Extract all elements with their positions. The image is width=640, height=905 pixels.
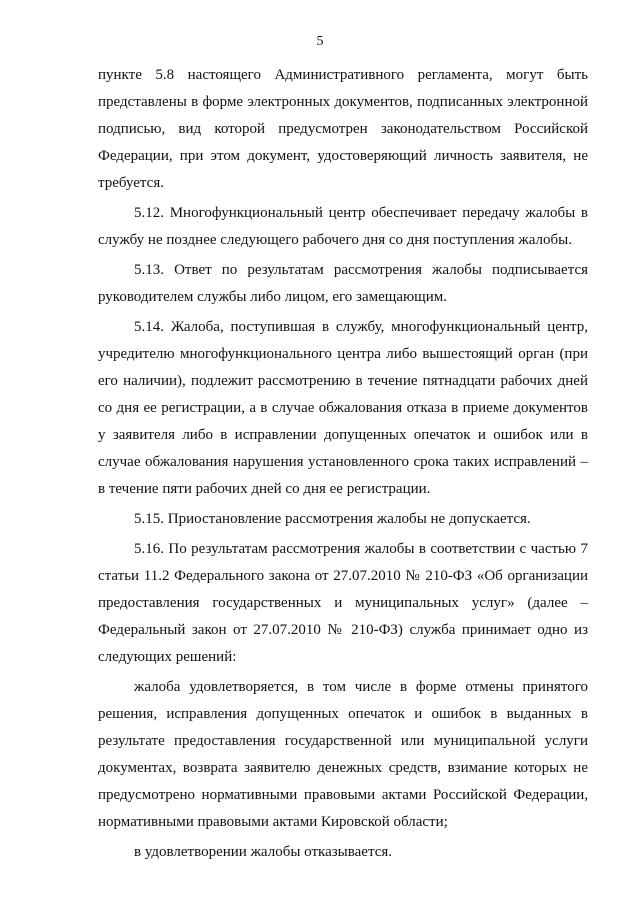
document-body	[98, 62, 588, 869]
paragraph-decision-satisfied: жалоба удовлетворяется, в том числе в форме отмены принятого решения, исправления допущенных опечаток и ошибок в выданных в результате предоставления государственной или муниципальной услуги документах, возврата заявителю денежных средств, взимание которых не предусмотрено нормативными правовыми актами Российской Федерации, нормативными правовыми актами Кировской области;	[98, 679, 588, 830]
paragraph-5-12: 5.12. Многофункциональный центр обеспечивает передачу жалобы в службу не позднее следующего рабочего дня со дня поступления жалобы.	[98, 205, 588, 248]
paragraph-5-16: 5.16. По результатам рассмотрения жалобы в соответствии с частью 7 статьи 11.2 Федерального закона от 27.07.2010 № 210-ФЗ «Об организации предоставления государственных и муниципальных услуг» (далее – Федеральный закон от 27.07.2010 № 210-ФЗ) служба принимает одно из следующих решений:	[98, 541, 588, 665]
paragraph-decision-refused: в удовлетворении жалобы отказывается.	[134, 844, 392, 860]
paragraph-5-13: 5.13. Ответ по результатам рассмотрения жалобы подписывается руководителем службы либо лицом, его замещающим.	[98, 262, 588, 305]
page-number: 5	[316, 34, 324, 49]
paragraph-5-15: 5.15. Приостановление рассмотрения жалобы не допускается.	[134, 511, 531, 527]
paragraph-5-14: 5.14. Жалоба, поступившая в службу, многофункциональный центр, учредителю многофункционального центра либо вышестоящий орган (при его наличии), подлежит рассмотрению в течение пятнадцати рабочих дней со дня ее регистрации, а в случае обжалования отказа в приеме документов у заявителя либо в исправлении допущенных опечаток и ошибок или в случае обжалования нарушения установленного срока таких исправлений – в течение пяти рабочих дней со дня ее регистрации.	[98, 319, 588, 497]
paragraph-continuation: пункте 5.8 настоящего Административного регламента, могут быть представлены в форме электронных документов, подписанных электронной подписью, вид которой предусмотрен законодательством Российской Федерации, при этом документ, удостоверяющий личность заявителя, не требуется.	[98, 67, 588, 191]
